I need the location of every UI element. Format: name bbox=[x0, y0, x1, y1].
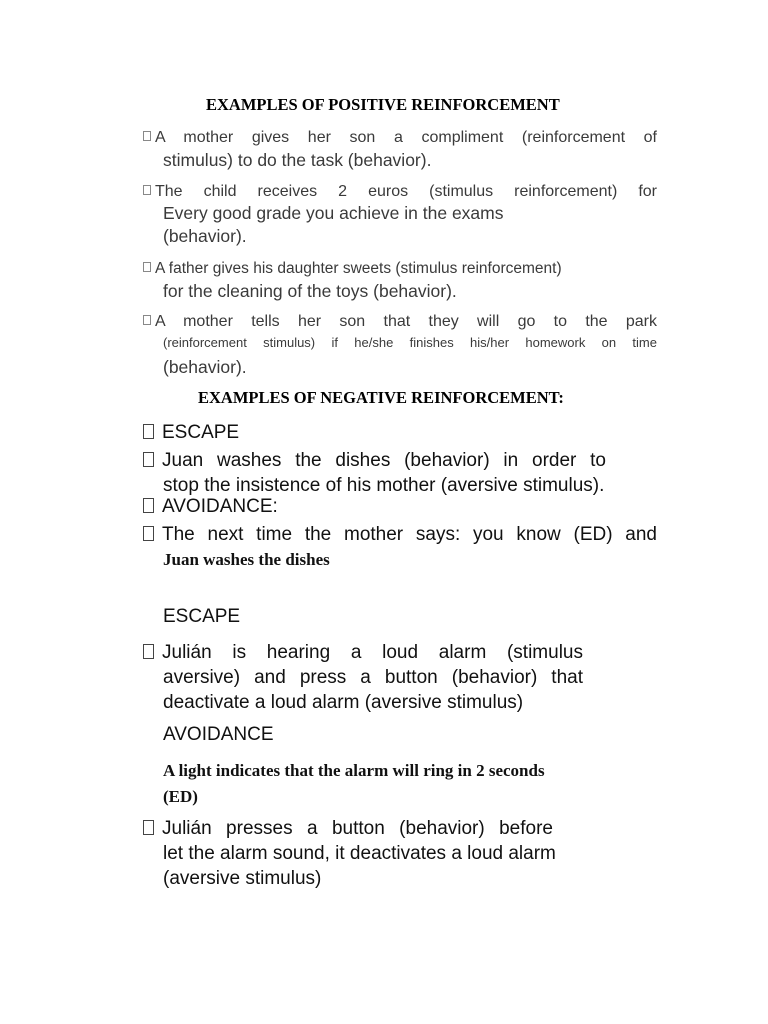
positive-example-2 bbox=[143, 182, 657, 248]
avoidance-label-2: AVOIDANCE bbox=[163, 724, 274, 745]
positive-heading: EXAMPLES OF POSITIVE REINFORCEMENT bbox=[206, 95, 560, 114]
bullet-icon bbox=[143, 820, 154, 835]
positive-example-1 bbox=[143, 128, 657, 172]
positive-example-4 bbox=[143, 312, 657, 380]
bullet-icon bbox=[143, 498, 154, 513]
bullet-icon bbox=[143, 315, 151, 325]
example-line: The child receives 2 euros (stimulus reinforcement) for bbox=[155, 183, 657, 200]
positive-example-3 bbox=[143, 259, 657, 303]
avoidance-note-2: A light indicates that the alarm will ring in 2 seconds (ED) bbox=[163, 761, 545, 806]
avoidance-example-2: Julián presses a button (behavior) before let the alarm sound, it deactivates a loud alarm (aversive stimulus) bbox=[143, 816, 553, 891]
bullet-icon bbox=[143, 526, 154, 541]
example-line: for the cleaning of the toys (behavior). bbox=[163, 281, 457, 301]
avoidance-example-1: The next time the mother says: you know (ED) and Juan washes the dishes bbox=[143, 522, 657, 573]
example-line: Every good grade you achieve in the exams bbox=[163, 203, 504, 223]
example-line: (behavior). bbox=[163, 226, 247, 246]
example-line: A mother tells her son that they will go to the park bbox=[155, 313, 657, 330]
bullet-icon bbox=[143, 262, 151, 272]
escape-example-1: Juan washes the dishes (behavior) in order to stop the insistence of his mother (aversive stimulus). bbox=[143, 448, 606, 498]
avoidance-label-1: AVOIDANCE: bbox=[143, 496, 278, 518]
negative-heading: EXAMPLES OF NEGATIVE REINFORCEMENT: bbox=[198, 388, 564, 407]
example-line: A father gives his daughter sweets (stimulus reinforcement) bbox=[155, 260, 562, 277]
bullet-icon bbox=[143, 131, 151, 141]
bullet-icon bbox=[143, 452, 154, 467]
bullet-icon bbox=[143, 424, 154, 439]
example-line: (behavior). bbox=[163, 357, 247, 377]
escape-label-2: ESCAPE bbox=[163, 606, 241, 627]
example-line: stimulus) to do the task (behavior). bbox=[163, 150, 432, 170]
example-line: (reinforcement stimulus) if he/she finishes his/her homework on time bbox=[163, 335, 657, 350]
bullet-icon bbox=[143, 185, 151, 195]
escape-label-1: ESCAPE bbox=[143, 422, 239, 444]
example-line: A mother gives her son a compliment (reinforcement of bbox=[155, 129, 657, 146]
escape-example-2: Julián is hearing a loud alarm (stimulus aversive) and press a button (behavior) that deactivate a loud alarm (aversive stimulus) bbox=[143, 640, 583, 715]
bullet-icon bbox=[143, 644, 154, 659]
